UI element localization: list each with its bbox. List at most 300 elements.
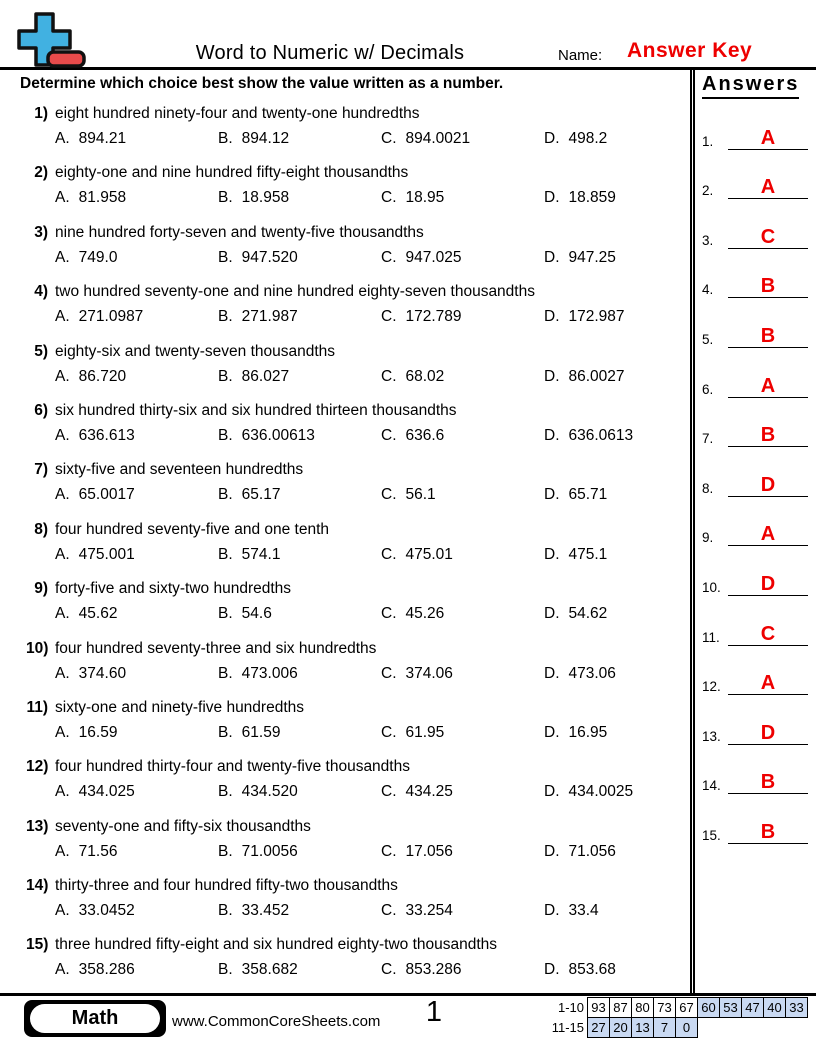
- question: [26, 163, 690, 207]
- choice-a: [55, 307, 218, 326]
- choice-c-value: 61.95: [405, 723, 445, 741]
- footer: [0, 993, 816, 1056]
- choice-c: [381, 664, 544, 683]
- choice-a-label: A.: [55, 902, 70, 920]
- question-line: [26, 876, 690, 895]
- choice-a-label: A.: [55, 842, 70, 860]
- choice-c-label: C.: [381, 308, 397, 326]
- answer-number: 7.: [702, 431, 714, 447]
- choice-d-value: 853.68: [568, 961, 616, 979]
- choice-c: [381, 188, 544, 207]
- question-line: [26, 223, 690, 242]
- answer-number: 6.: [702, 381, 714, 397]
- question: [26, 520, 690, 564]
- answer-line: [728, 573, 808, 596]
- choice-d-value: 71.056: [568, 842, 616, 860]
- choice-c-value: 434.25: [405, 783, 453, 801]
- choice-a: [55, 604, 218, 623]
- choice-d-label: D.: [544, 426, 560, 444]
- choice-d-value: 33.4: [568, 902, 599, 920]
- choice-a-label: A.: [55, 783, 70, 801]
- choice-a-value: 65.0017: [78, 486, 135, 504]
- score-cell: 20: [609, 1017, 632, 1038]
- question-text: sixty-five and seventeen hundredths: [55, 461, 304, 479]
- choice-c: [381, 426, 544, 445]
- choice-d-value: 498.2: [568, 130, 608, 147]
- choice-c: [381, 367, 544, 386]
- choice-b-label: B.: [218, 367, 233, 385]
- choice-d-label: D.: [544, 367, 560, 385]
- question-number: 11): [26, 698, 48, 716]
- question: [26, 876, 690, 920]
- choice-d: [544, 782, 707, 801]
- choice-c-label: C.: [381, 902, 397, 920]
- answer-letter: B: [760, 275, 776, 298]
- choice-b-label: B.: [218, 308, 233, 326]
- question: [26, 935, 690, 979]
- choice-b-value: 636.00613: [241, 426, 315, 444]
- question-number: 3): [34, 223, 48, 241]
- choice-c-label: C.: [381, 189, 397, 207]
- choice-a: [55, 545, 218, 564]
- answer-letter: D: [760, 721, 776, 744]
- choices-row: [26, 188, 690, 207]
- answers-list: [702, 105, 808, 849]
- choice-a-value: 271.0987: [78, 308, 144, 326]
- choice-b: [218, 248, 381, 267]
- choice-a-value: 475.001: [78, 545, 135, 563]
- choice-b-value: 574.1: [241, 545, 281, 563]
- choice-c-value: 18.95: [405, 189, 445, 207]
- choice-b-label: B.: [218, 723, 233, 741]
- choice-a: [55, 723, 218, 742]
- choice-c: [381, 604, 544, 623]
- choice-a: [55, 248, 218, 267]
- question-number: 6): [34, 401, 48, 419]
- choice-d-label: D.: [544, 723, 560, 741]
- question-number: 14): [26, 877, 49, 895]
- choice-c-value: 894.0021: [405, 130, 471, 147]
- choice-c-label: C.: [381, 367, 397, 385]
- choice-d: [544, 307, 707, 326]
- question-number: 8): [34, 520, 48, 538]
- choice-a: [55, 842, 218, 861]
- question-line: [26, 935, 690, 954]
- score-cell: 73: [653, 997, 676, 1018]
- choice-b-value: 33.452: [241, 902, 290, 920]
- score-cell: 87: [609, 997, 632, 1018]
- choices-row: [26, 664, 690, 683]
- answer-item: [702, 303, 808, 353]
- choice-d: [544, 367, 707, 386]
- choice-a-label: A.: [55, 961, 70, 979]
- choice-a-value: 434.025: [78, 783, 135, 801]
- choice-a: [55, 426, 218, 445]
- choice-d: [544, 248, 707, 267]
- choices-row: [26, 545, 690, 564]
- choice-c: [381, 545, 544, 564]
- choice-c: [381, 782, 544, 801]
- answer-number: 12.: [702, 679, 721, 695]
- answer-item: [702, 204, 808, 254]
- score-range-label-1: 1-10: [557, 1000, 584, 1015]
- choice-b-value: 18.958: [241, 189, 290, 207]
- question: [26, 817, 690, 861]
- choices-row: [26, 782, 690, 801]
- choice-d-label: D.: [544, 783, 560, 801]
- choice-a-value: 45.62: [78, 605, 118, 623]
- choice-a: [55, 664, 218, 683]
- choice-b-value: 86.027: [241, 367, 290, 385]
- question: [26, 282, 690, 326]
- worksheet-title: Word to Numeric w/ Decimals: [195, 42, 465, 64]
- choice-d-label: D.: [544, 130, 560, 147]
- choice-c-value: 374.06: [405, 664, 453, 682]
- score-cell: 67: [675, 997, 698, 1018]
- choice-c-label: C.: [381, 783, 397, 801]
- choice-d: [544, 545, 707, 564]
- choice-c: [381, 248, 544, 267]
- answer-letter: A: [760, 176, 776, 199]
- choice-a-label: A.: [55, 130, 70, 147]
- choice-a-label: A.: [55, 248, 70, 266]
- answer-number: 13.: [702, 728, 721, 744]
- website-text: www.CommonCoreSheets.com: [172, 1013, 381, 1030]
- question: [26, 104, 690, 148]
- question-line: [26, 757, 690, 776]
- choice-c-value: 56.1: [405, 486, 436, 504]
- choice-a-value: 749.0: [78, 248, 118, 266]
- choice-a: [55, 960, 218, 979]
- answer-line: [728, 821, 808, 844]
- score-cell: 7: [653, 1017, 676, 1038]
- question-text: nine hundred forty-seven and twenty-five thousandths: [55, 223, 424, 241]
- choice-d-label: D.: [544, 842, 560, 860]
- choice-c-value: 636.6: [405, 426, 445, 444]
- choices-row: [26, 960, 690, 979]
- answer-letter: B: [760, 424, 776, 447]
- answers-panel-title: Answers: [702, 73, 799, 99]
- question-line: [26, 342, 690, 361]
- choice-a-label: A.: [55, 664, 70, 682]
- choice-d-value: 636.0613: [568, 426, 634, 444]
- choice-c-label: C.: [381, 961, 397, 979]
- choice-d-value: 65.71: [568, 486, 608, 504]
- choice-c-label: C.: [381, 130, 397, 147]
- answer-letter: D: [760, 473, 776, 496]
- question-text: forty-five and sixty-two hundredths: [55, 580, 292, 598]
- answer-item: [702, 254, 808, 304]
- choice-a-value: 636.613: [78, 426, 135, 444]
- choice-c-label: C.: [381, 545, 397, 563]
- question-line: [26, 698, 690, 717]
- answer-number: 8.: [702, 480, 714, 496]
- choices-row: [26, 901, 690, 920]
- choice-d-label: D.: [544, 248, 560, 266]
- question-text: four hundred seventy-three and six hundredths: [55, 639, 377, 657]
- choice-b: [218, 188, 381, 207]
- choice-b-label: B.: [218, 130, 233, 147]
- question-text: three hundred fifty-eight and six hundred eighty-two thousandths: [55, 936, 498, 954]
- choice-b-value: 65.17: [241, 486, 281, 504]
- score-row-2: [538, 1017, 808, 1038]
- answer-item: [702, 651, 808, 701]
- choice-b: [218, 723, 381, 742]
- answer-key-text: Answer Key: [627, 39, 753, 62]
- answer-line: [728, 424, 808, 447]
- answer-line: [728, 672, 808, 695]
- question-number: 7): [34, 461, 48, 479]
- choice-d: [544, 901, 707, 920]
- choice-d: [544, 188, 707, 207]
- score-cell: 13: [631, 1017, 654, 1038]
- answer-number: 14.: [702, 778, 721, 794]
- questions-list: [0, 94, 690, 979]
- choice-d-value: 473.06: [568, 664, 616, 682]
- choice-d-label: D.: [544, 486, 560, 504]
- answer-letter: C: [760, 225, 776, 248]
- choice-c-value: 475.01: [405, 545, 453, 563]
- score-range-label-2: 11-15: [551, 1020, 584, 1035]
- choice-b: [218, 960, 381, 979]
- question: [26, 757, 690, 801]
- choice-b: [218, 485, 381, 504]
- answer-item: [702, 452, 808, 502]
- answer-number: 5.: [702, 331, 714, 347]
- question-text: four hundred seventy-five and one tenth: [55, 520, 330, 538]
- choice-c-value: 33.254: [405, 902, 453, 920]
- choice-b-value: 358.682: [241, 961, 298, 979]
- choice-d-value: 434.0025: [568, 783, 634, 801]
- answer-item: [702, 750, 808, 800]
- main-content: [0, 70, 816, 993]
- question-number: 12): [26, 758, 49, 776]
- choices-row: [26, 426, 690, 445]
- question-number: 5): [34, 342, 48, 360]
- answer-number: 1.: [702, 133, 714, 149]
- question-number: 10): [26, 639, 49, 657]
- choice-b-label: B.: [218, 902, 233, 920]
- answer-letter: C: [760, 622, 776, 645]
- choice-c-label: C.: [381, 605, 397, 623]
- question-text: eighty-six and twenty-seven thousandths: [55, 342, 336, 360]
- choice-d-label: D.: [544, 902, 560, 920]
- choice-b-label: B.: [218, 605, 233, 623]
- answer-number: 2.: [702, 183, 714, 199]
- question-number: 13): [26, 817, 49, 835]
- question: [26, 579, 690, 623]
- score-row-1: [538, 997, 808, 1018]
- choice-d: [544, 960, 707, 979]
- choice-d: [544, 426, 707, 445]
- choice-a: [55, 901, 218, 920]
- choices-row: [26, 842, 690, 861]
- choice-d-label: D.: [544, 605, 560, 623]
- answer-letter: A: [760, 672, 776, 695]
- answer-letter: B: [760, 820, 776, 843]
- choices-row: [26, 248, 690, 267]
- choice-d: [544, 842, 707, 861]
- question-line: [26, 579, 690, 598]
- answer-line: [728, 375, 808, 398]
- score-cell: 80: [631, 997, 654, 1018]
- choice-b-value: 894.12: [241, 130, 290, 147]
- choice-a-value: 16.59: [78, 723, 118, 741]
- choice-d: [544, 723, 707, 742]
- choice-b-label: B.: [218, 486, 233, 504]
- choice-b-value: 473.006: [241, 664, 298, 682]
- choice-a-value: 86.720: [78, 367, 127, 385]
- question-text: six hundred thirty-six and six hundred thirteen thousandths: [55, 401, 457, 419]
- choice-b-value: 71.0056: [241, 842, 298, 860]
- choices-row: [26, 129, 690, 148]
- question-number: 4): [34, 283, 48, 301]
- choice-d: [544, 604, 707, 623]
- choice-c: [381, 307, 544, 326]
- choice-a-value: 71.56: [78, 842, 118, 860]
- questions-column: [0, 70, 690, 993]
- subject-badge: [24, 1000, 166, 1037]
- choice-a-value: 374.60: [78, 664, 127, 682]
- question-number: 9): [34, 580, 48, 598]
- choice-b: [218, 901, 381, 920]
- choice-c-label: C.: [381, 426, 397, 444]
- choice-b-label: B.: [218, 783, 233, 801]
- choice-a-label: A.: [55, 308, 70, 326]
- choice-c-label: C.: [381, 723, 397, 741]
- choice-d-value: 18.859: [568, 189, 616, 207]
- choice-b: [218, 129, 381, 148]
- choice-b-label: B.: [218, 961, 233, 979]
- choices-row: [26, 485, 690, 504]
- question-number: 15): [26, 936, 49, 954]
- choice-a: [55, 782, 218, 801]
- question-line: [26, 163, 690, 182]
- choice-c: [381, 485, 544, 504]
- choice-a-label: A.: [55, 545, 70, 563]
- choice-d-value: 16.95: [568, 723, 608, 741]
- answer-item: [702, 601, 808, 651]
- answer-number: 9.: [702, 530, 714, 546]
- answer-item: [702, 155, 808, 205]
- choice-a-label: A.: [55, 367, 70, 385]
- choice-c-value: 45.26: [405, 605, 445, 623]
- choices-row: [26, 307, 690, 326]
- score-cell: 40: [763, 997, 786, 1018]
- choice-d-value: 86.0027: [568, 367, 625, 385]
- question-line: [26, 817, 690, 836]
- choice-c: [381, 842, 544, 861]
- choices-row: [26, 367, 690, 386]
- question-text: eight hundred ninety-four and twenty-one hundredths: [55, 105, 420, 122]
- choices-row: [26, 723, 690, 742]
- choice-c-label: C.: [381, 248, 397, 266]
- answer-line: [728, 127, 808, 150]
- choice-b-value: 434.520: [241, 783, 298, 801]
- answer-item: [702, 353, 808, 403]
- answer-item: [702, 105, 808, 155]
- choice-a-value: 33.0452: [78, 902, 135, 920]
- choice-d-label: D.: [544, 545, 560, 563]
- answer-item: [702, 403, 808, 453]
- choice-b-value: 947.520: [241, 248, 298, 266]
- score-cell: 0: [675, 1017, 698, 1038]
- instruction-text: Determine which choice best show the value written as a number.: [20, 75, 504, 92]
- answer-number: 15.: [702, 827, 721, 843]
- choice-b: [218, 782, 381, 801]
- answer-letter: A: [760, 523, 776, 546]
- answer-item: [702, 700, 808, 750]
- choice-b: [218, 545, 381, 564]
- choice-d-label: D.: [544, 961, 560, 979]
- answer-letter: B: [760, 324, 776, 347]
- question-text: four hundred thirty-four and twenty-five thousandths: [55, 758, 410, 776]
- question-text: sixty-one and ninety-five hundredths: [55, 698, 305, 716]
- question-text: eighty-one and nine hundred fifty-eight thousandths: [55, 164, 409, 182]
- choice-c: [381, 901, 544, 920]
- choice-b-label: B.: [218, 189, 233, 207]
- choice-d-value: 54.62: [568, 605, 608, 623]
- choice-b: [218, 604, 381, 623]
- answer-line: [728, 275, 808, 298]
- question: [26, 639, 690, 683]
- subject-badge-label: Math: [30, 1004, 160, 1033]
- score-cell: 93: [587, 997, 610, 1018]
- choice-c-value: 853.286: [405, 961, 462, 979]
- choice-a-label: A.: [55, 723, 70, 741]
- question-number: 1): [34, 105, 48, 122]
- choice-a: [55, 188, 218, 207]
- choice-b-value: 271.987: [241, 308, 298, 326]
- choice-a: [55, 485, 218, 504]
- answer-number: 3.: [702, 232, 714, 248]
- question-line: [26, 639, 690, 658]
- score-cell: 33: [785, 997, 808, 1018]
- question: [26, 342, 690, 386]
- choice-b: [218, 426, 381, 445]
- choice-d-label: D.: [544, 189, 560, 207]
- question-line: [26, 460, 690, 479]
- answer-line: [728, 176, 808, 199]
- answer-letter: D: [760, 572, 776, 595]
- choice-a: [55, 129, 218, 148]
- question-line: [26, 282, 690, 301]
- answer-item: [702, 502, 808, 552]
- choice-a-label: A.: [55, 426, 70, 444]
- choice-d: [544, 129, 707, 148]
- choice-d-value: 947.25: [568, 248, 616, 266]
- choice-b-value: 61.59: [241, 723, 281, 741]
- question: [26, 223, 690, 267]
- score-cell: 27: [587, 1017, 610, 1038]
- answer-item: [702, 799, 808, 849]
- answer-number: 10.: [702, 579, 721, 595]
- answer-letter: B: [760, 771, 776, 794]
- choice-c: [381, 960, 544, 979]
- question: [26, 460, 690, 504]
- choice-d: [544, 485, 707, 504]
- choice-c: [381, 129, 544, 148]
- choice-d: [544, 664, 707, 683]
- question-text: two hundred seventy-one and nine hundred eighty-seven thousandths: [55, 283, 535, 301]
- choice-a: [55, 367, 218, 386]
- choice-b: [218, 842, 381, 861]
- choice-c-value: 68.02: [405, 367, 445, 385]
- score-cell: 60: [697, 997, 720, 1018]
- question: [26, 401, 690, 445]
- answer-number: 11.: [702, 629, 720, 645]
- choice-d-label: D.: [544, 664, 560, 682]
